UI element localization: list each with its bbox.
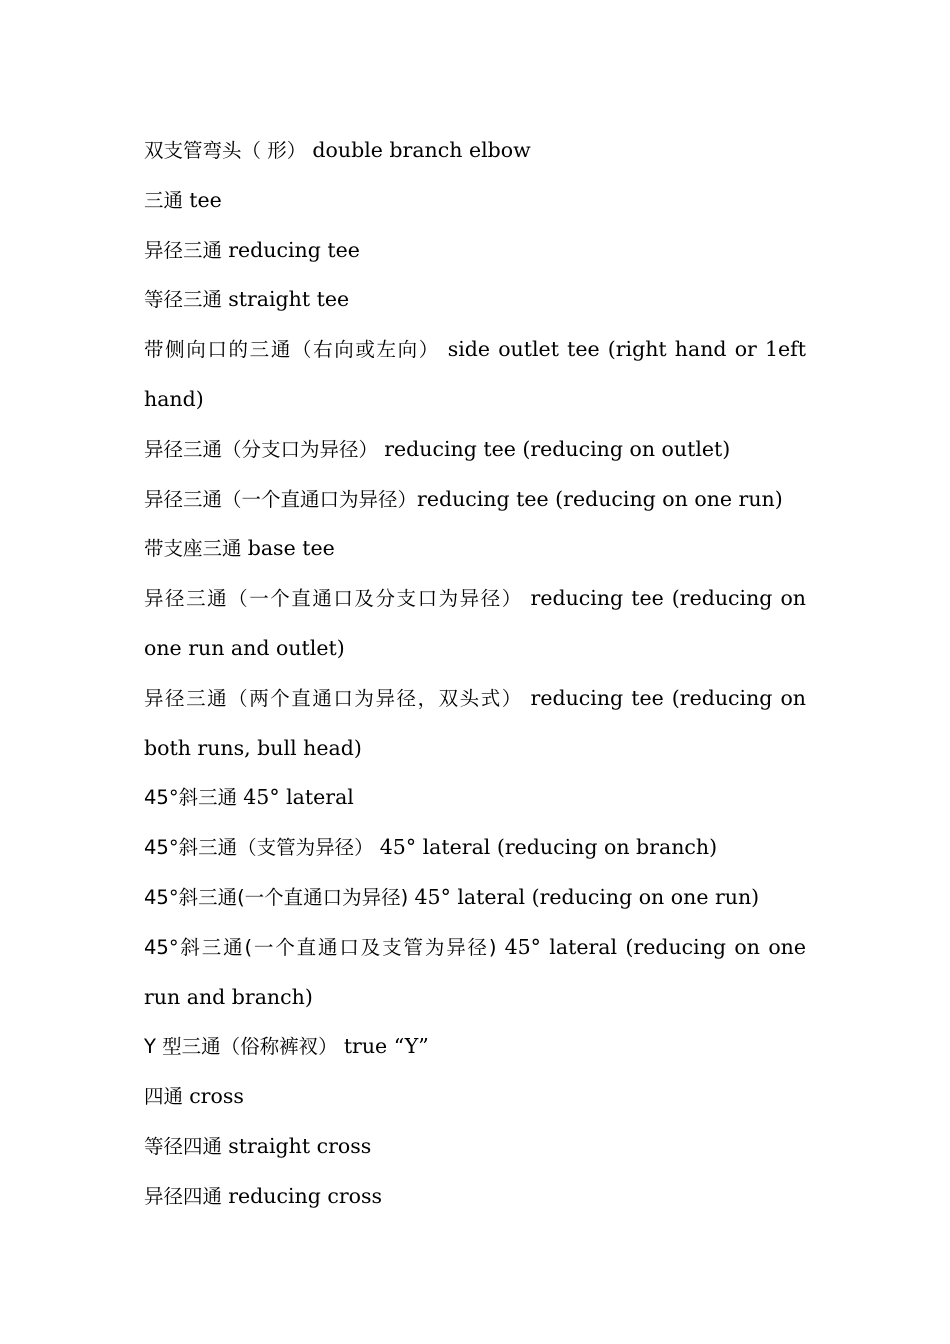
- glossary-entry: [144, 574, 806, 674]
- entry-english: reducing tee: [228, 237, 360, 262]
- glossary-entry: [144, 873, 806, 923]
- entry-english: reducing cross: [228, 1183, 383, 1208]
- entry-chinese: 异径三通（分支口为异径）: [144, 437, 385, 461]
- entry-chinese: 异径三通: [144, 238, 229, 262]
- entry-english: double branch elbow: [312, 138, 531, 162]
- entry-chinese: 三通: [144, 188, 190, 212]
- entry-english: base tee: [247, 536, 335, 561]
- entry-chinese: 异径三通（两个直通口为异径，双头式）: [144, 686, 531, 710]
- glossary-entry: [144, 176, 806, 226]
- entry-english: reducing tee (reducing on both runs, bull head): [144, 685, 806, 760]
- entry-english: straight tee: [228, 287, 350, 312]
- entry-chinese: 异径三通（一个直通口及分支口为异径）: [144, 587, 531, 611]
- entry-chinese: 异径四通: [144, 1184, 229, 1208]
- entry-english: 45° lateral (reducing on one run): [414, 884, 760, 909]
- entry-english: 45° lateral: [243, 785, 354, 810]
- glossary-entry: [144, 923, 806, 1023]
- entry-chinese: 四通: [144, 1085, 190, 1109]
- glossary-entry: [144, 823, 806, 873]
- entry-chinese: 45°斜三通: [144, 786, 244, 810]
- entry-english: 45° lateral (reducing on branch): [379, 835, 718, 860]
- entry-english: cross: [189, 1084, 244, 1109]
- glossary-entry: [144, 425, 806, 475]
- entry-chinese: 45°斜三通(一个直通口为异径): [144, 885, 415, 909]
- entry-chinese: 等径三通: [144, 288, 229, 312]
- glossary-entry: [144, 325, 806, 425]
- glossary-entry: [144, 773, 806, 823]
- glossary-entry: [144, 1172, 806, 1222]
- entry-chinese: 45°斜三通(一个直通口及支管为异径): [144, 935, 505, 959]
- glossary-entry: [144, 1022, 806, 1072]
- entry-english: reducing tee (reducing on one run): [417, 486, 783, 511]
- entry-english: tee: [189, 187, 222, 212]
- glossary-list: [144, 126, 806, 1222]
- glossary-entry: [144, 226, 806, 276]
- glossary-entry: [144, 524, 806, 574]
- glossary-entry: [144, 1072, 806, 1122]
- entry-english: reducing tee (reducing on one run and outlet): [144, 586, 806, 660]
- glossary-entry: [144, 475, 806, 525]
- entry-chinese: 带支座三通: [144, 537, 248, 561]
- glossary-entry: [144, 674, 806, 774]
- entry-english: true “Y”: [343, 1034, 429, 1059]
- entry-chinese: 异径三通（一个直通口为异径）: [144, 487, 418, 511]
- entry-english: 45° lateral (reducing on one run and branch): [144, 934, 806, 1009]
- entry-chinese: 双支管弯头（ 形）: [144, 139, 313, 162]
- entry-chinese: 带侧向口的三通（右向或左向）: [144, 338, 448, 362]
- entry-english: side outlet tee (right hand or 1eft hand): [144, 337, 806, 411]
- glossary-entry: [144, 1122, 806, 1172]
- entry-chinese: Y 型三通（俗称裤衩）: [144, 1035, 344, 1059]
- entry-chinese: 45°斜三通（支管为异径）: [144, 836, 380, 860]
- entry-chinese: 等径四通: [144, 1134, 229, 1158]
- glossary-entry: [144, 126, 806, 176]
- entry-english: straight cross: [228, 1133, 372, 1158]
- glossary-entry: [144, 275, 806, 325]
- entry-english: reducing tee (reducing on outlet): [384, 436, 731, 461]
